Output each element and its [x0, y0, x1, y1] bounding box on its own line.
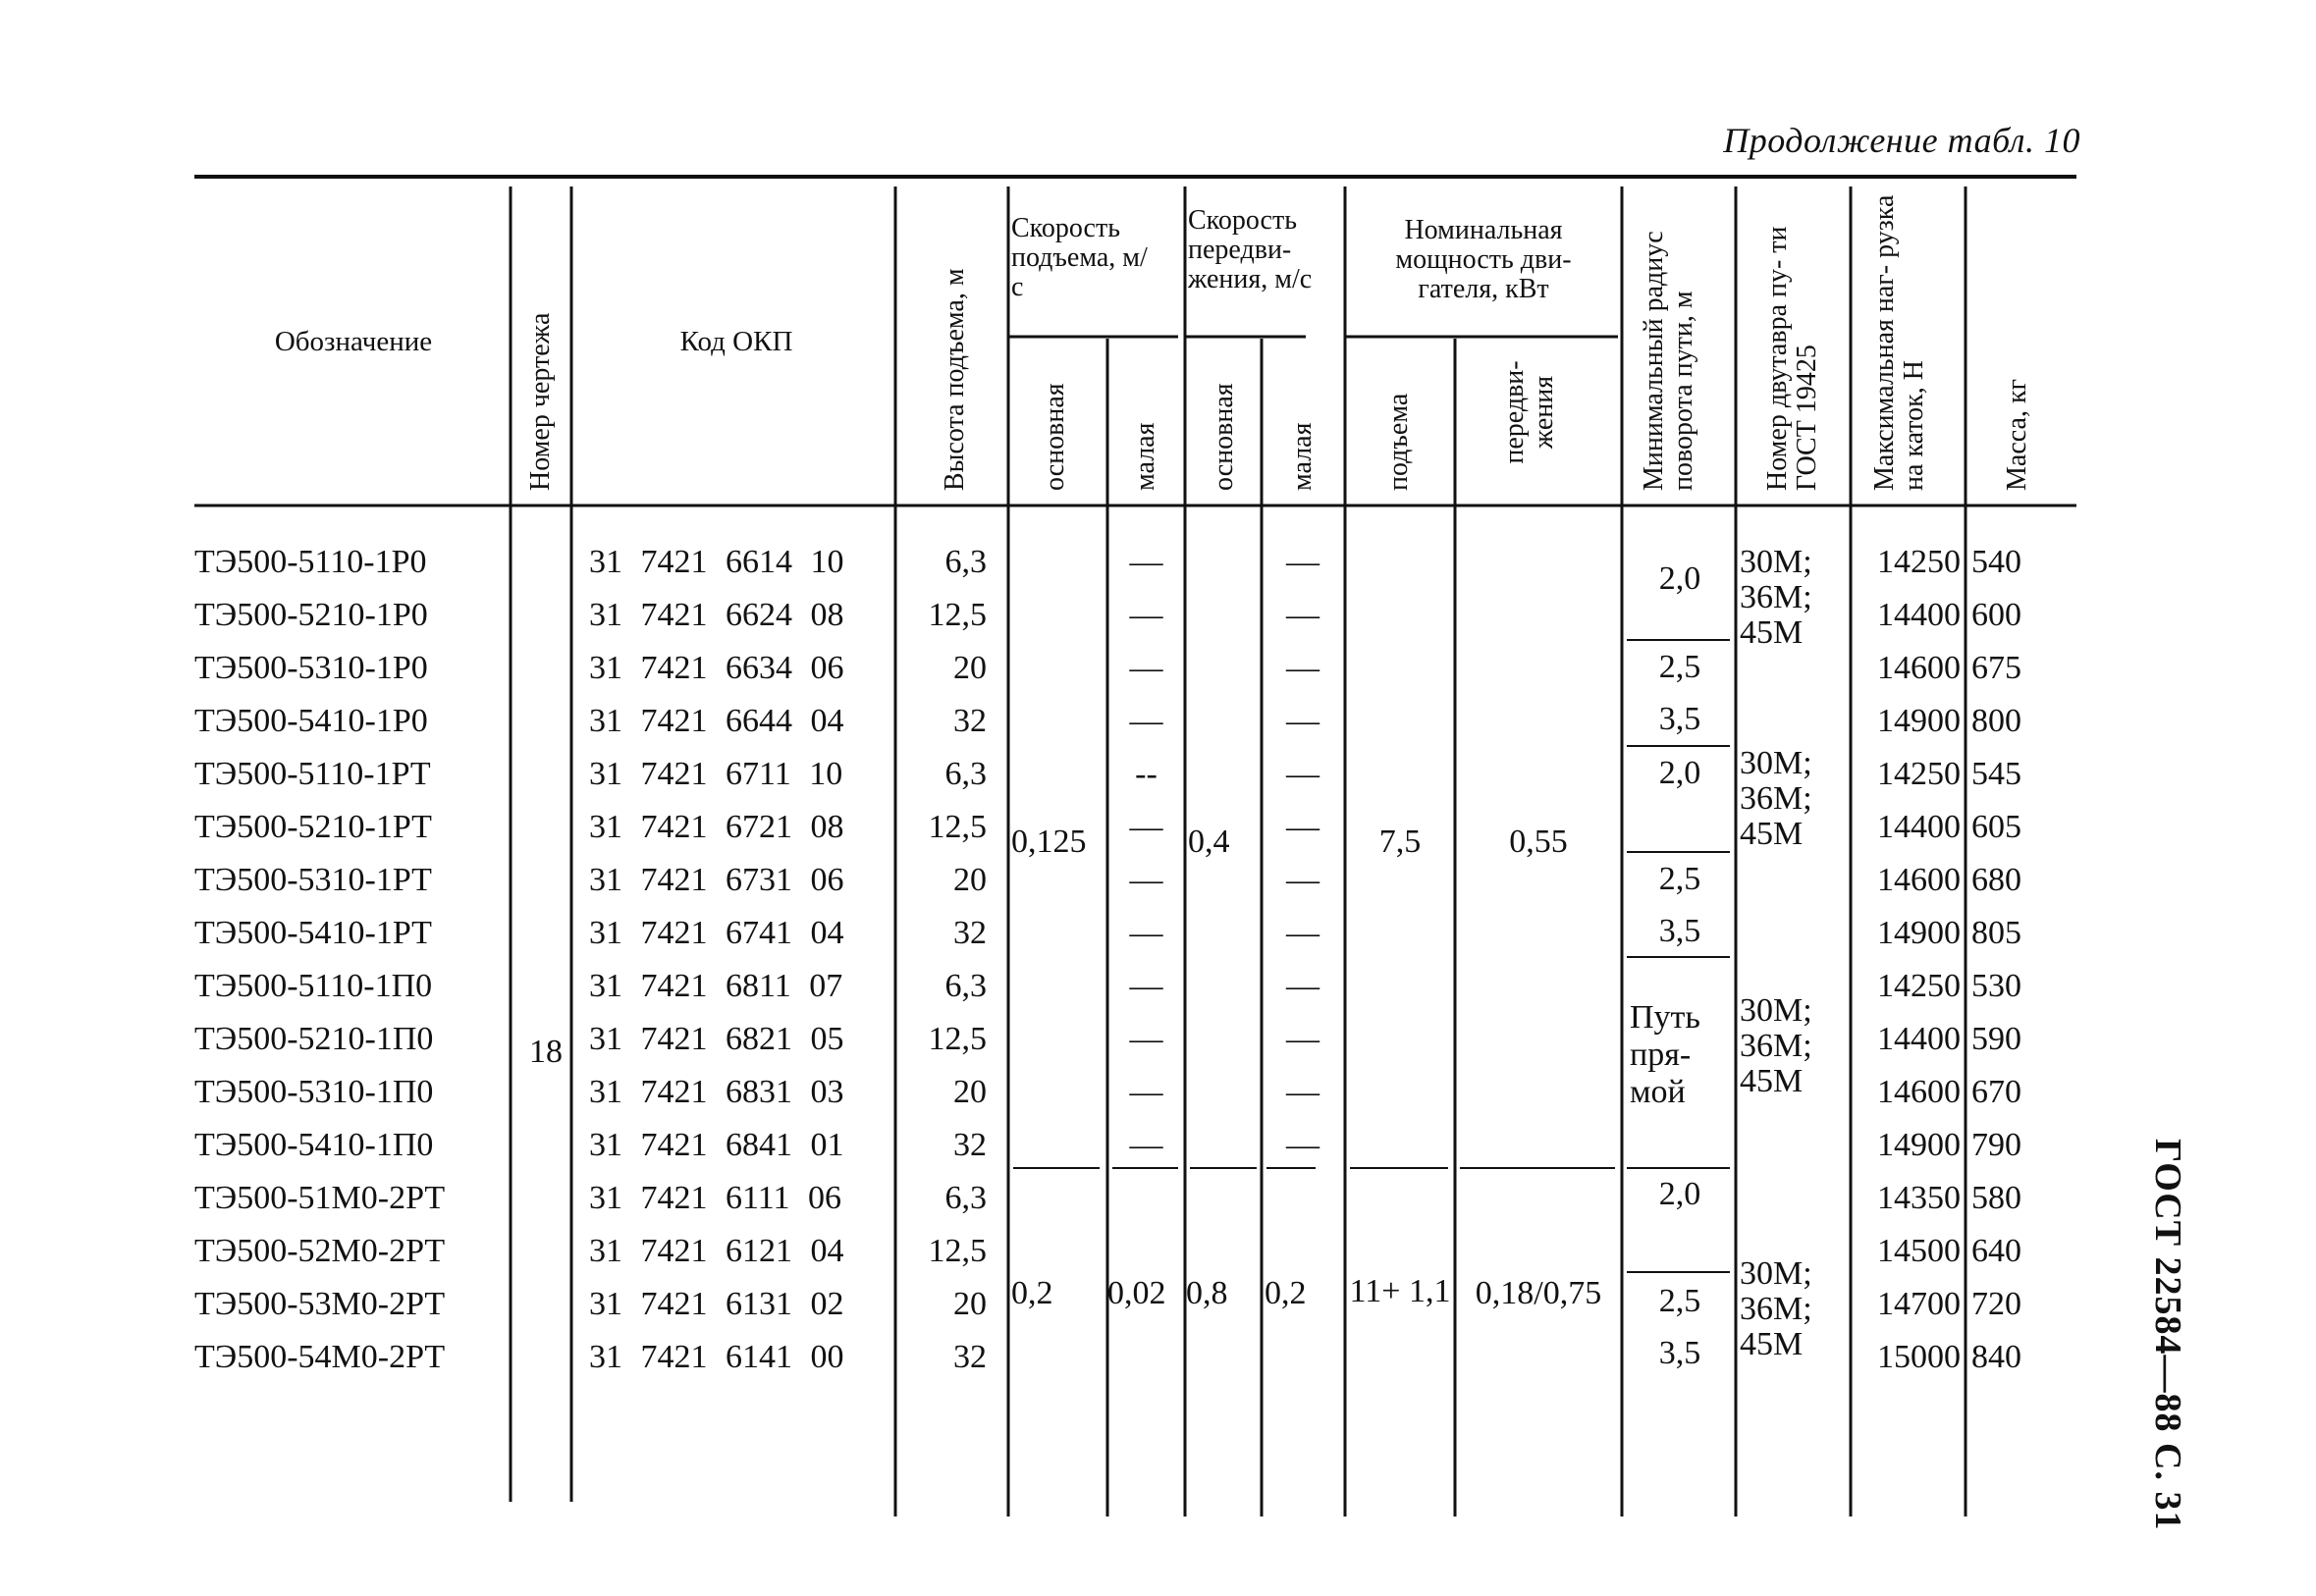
row-max-load: 14600	[1877, 862, 1961, 898]
header-travel-speed-low: малая	[1287, 422, 1318, 491]
header-power-lift: подъема	[1383, 393, 1414, 491]
row-lift-speed-low: —	[1129, 862, 1163, 898]
row-lift-height: 12,5	[928, 809, 987, 845]
side-label: ГОСТ 22584—88 С. 31	[2147, 1139, 2188, 1531]
row-designation: ТЭ500-5310-1П0	[194, 1074, 434, 1110]
row-mass: 670	[1971, 1074, 2021, 1110]
row-lift-height: 6,3	[944, 1180, 987, 1216]
g2-travel-low: 0,2	[1265, 1275, 1307, 1311]
row-lift-speed-low: —	[1129, 1021, 1163, 1057]
row-max-load: 14250	[1877, 756, 1961, 792]
row-travel-speed-low: —	[1286, 968, 1320, 1004]
header-mass: Масса, кг	[2002, 378, 2032, 491]
header-ibeam: Номер двутавра пу- ти ГОСТ 19425	[1762, 226, 1822, 491]
side-label-box	[2147, 1139, 2248, 1531]
row-mass: 530	[1971, 968, 2021, 1004]
row-travel-speed-low: —	[1286, 1021, 1320, 1057]
row-designation: ТЭ500-5210-1П0	[194, 1021, 434, 1057]
header-lift-height: Высота подъема, м	[940, 268, 970, 491]
row-max-load: 15000	[1877, 1339, 1961, 1375]
row-mass: 590	[1971, 1021, 2021, 1057]
row-lift-height: 12,5	[928, 1021, 987, 1057]
row-mass: 790	[1971, 1127, 2021, 1163]
row-designation: ТЭ500-53М0-2РТ	[194, 1286, 446, 1322]
row-max-load: 14400	[1877, 809, 1961, 845]
row-lift-height: 12,5	[928, 597, 987, 633]
row-okp-code: 31 7421 6111 06	[589, 1180, 841, 1216]
row-lift-speed-low: —	[1129, 809, 1163, 845]
row-max-load: 14900	[1877, 703, 1961, 739]
row-okp-code: 31 7421 6614 10	[589, 544, 844, 580]
row-lift-speed-low: —	[1129, 544, 1163, 580]
row-mass: 805	[1971, 915, 2021, 951]
g1-lift-main: 0,125	[1011, 824, 1087, 860]
row-okp-code: 31 7421 6121 04	[589, 1233, 844, 1269]
header-power: Номинальная мощность дви- гателя, кВт	[1395, 215, 1572, 304]
row-travel-speed-low: —	[1286, 1127, 1320, 1163]
radius-1: 2,0	[1658, 560, 1701, 597]
row-max-load: 14400	[1877, 1021, 1961, 1057]
row-mass: 675	[1971, 650, 2021, 686]
row-designation: ТЭ500-5310-1РТ	[194, 862, 432, 898]
header-okp-code: Код ОКП	[679, 326, 793, 357]
row-max-load: 14250	[1877, 544, 1961, 580]
row-okp-code: 31 7421 6141 00	[589, 1339, 844, 1375]
row-lift-speed-low: --	[1135, 756, 1158, 792]
row-okp-code: 31 7421 6131 02	[589, 1286, 844, 1322]
row-travel-speed-low: —	[1286, 597, 1320, 633]
row-designation: ТЭ500-5410-1РТ	[194, 915, 432, 951]
row-lift-height: 20	[953, 1286, 987, 1322]
row-designation: ТЭ500-5110-1Р0	[194, 544, 427, 580]
row-designation: ТЭ500-5410-1Р0	[194, 703, 428, 739]
ibeam-3: 30М; 36М; 45М	[1740, 992, 1812, 1099]
header-lift-speed-main: основная	[1040, 383, 1070, 491]
row-mass: 840	[1971, 1339, 2021, 1375]
row-max-load: 14500	[1877, 1233, 1961, 1269]
row-mass: 545	[1971, 756, 2021, 792]
g2-lift-low: 0,02	[1107, 1275, 1166, 1311]
row-travel-speed-low: —	[1286, 809, 1320, 845]
row-designation: ТЭ500-5110-1РТ	[194, 756, 431, 792]
row-lift-speed-low: —	[1129, 597, 1163, 633]
radius-3: 3,5	[1658, 701, 1701, 737]
row-max-load: 14600	[1877, 650, 1961, 686]
row-mass: 800	[1971, 703, 2021, 739]
g2-travel-main: 0,8	[1186, 1275, 1228, 1311]
row-designation: ТЭ500-54М0-2РТ	[194, 1339, 446, 1375]
row-travel-speed-low: —	[1286, 862, 1320, 898]
row-travel-speed-low: —	[1286, 650, 1320, 686]
row-max-load: 14700	[1877, 1286, 1961, 1322]
header-power-travel: передви- жения	[1499, 360, 1559, 464]
row-mass: 605	[1971, 809, 2021, 845]
row-travel-speed-low: —	[1286, 1074, 1320, 1110]
g1-travel-main: 0,4	[1188, 824, 1230, 860]
radius-5: 2,5	[1658, 861, 1701, 897]
radius-2: 2,5	[1658, 649, 1701, 685]
g2-power-travel: 0,18/0,75	[1475, 1275, 1602, 1311]
row-max-load: 14900	[1877, 915, 1961, 951]
row-lift-height: 32	[953, 915, 987, 951]
row-mass: 580	[1971, 1180, 2021, 1216]
row-okp-code: 31 7421 6634 06	[589, 650, 844, 686]
header-min-radius: Минимальный радиус поворота пути, м	[1639, 231, 1698, 491]
header-max-load: Максимальная наг- рузка на каток, Н	[1869, 194, 1929, 491]
row-max-load: 14250	[1877, 968, 1961, 1004]
row-designation: ТЭ500-5210-1Р0	[194, 597, 428, 633]
row-lift-speed-low: —	[1129, 1074, 1163, 1110]
row-okp-code: 31 7421 6841 01	[589, 1127, 844, 1163]
g1-power-travel: 0,55	[1509, 824, 1568, 860]
g1-power-lift: 7,5	[1378, 824, 1422, 860]
row-lift-height: 6,3	[944, 544, 987, 580]
row-mass: 720	[1971, 1286, 2021, 1322]
row-lift-speed-low: —	[1129, 1127, 1163, 1163]
row-okp-code: 31 7421 6711 10	[589, 756, 843, 792]
row-travel-speed-low: —	[1286, 756, 1320, 792]
row-okp-code: 31 7421 6731 06	[589, 862, 844, 898]
radius-10: 3,5	[1658, 1335, 1701, 1371]
radius-9: 2,5	[1658, 1283, 1701, 1319]
radius-7: Путь пря- мой	[1630, 999, 1700, 1110]
row-okp-code: 31 7421 6644 04	[589, 703, 844, 739]
row-lift-height: 32	[953, 1339, 987, 1375]
ibeam-2: 30М; 36М; 45М	[1740, 745, 1812, 852]
row-lift-height: 20	[953, 862, 987, 898]
row-lift-speed-low: —	[1129, 915, 1163, 951]
row-okp-code: 31 7421 6721 08	[589, 809, 844, 845]
radius-4: 2,0	[1658, 755, 1701, 791]
row-max-load: 14350	[1877, 1180, 1961, 1216]
g2-lift-main: 0,2	[1011, 1275, 1053, 1311]
row-designation: ТЭ500-52М0-2РТ	[194, 1233, 446, 1269]
row-designation: ТЭ500-5110-1П0	[194, 968, 433, 1004]
row-lift-height: 20	[953, 1074, 987, 1110]
row-lift-height: 6,3	[944, 756, 987, 792]
drawing-no-value: 18	[529, 1034, 563, 1070]
row-lift-height: 32	[953, 1127, 987, 1163]
row-okp-code: 31 7421 6624 08	[589, 597, 844, 633]
g2-power-lift: 11+ 1,1	[1349, 1273, 1451, 1309]
row-okp-code: 31 7421 6831 03	[589, 1074, 844, 1110]
header-designation: Обозначение	[274, 326, 433, 357]
row-max-load: 14900	[1877, 1127, 1961, 1163]
row-okp-code: 31 7421 6741 04	[589, 915, 844, 951]
row-mass: 540	[1971, 544, 2021, 580]
row-lift-height: 20	[953, 650, 987, 686]
row-mass: 640	[1971, 1233, 2021, 1269]
row-max-load: 14600	[1877, 1074, 1961, 1110]
row-travel-speed-low: —	[1286, 703, 1320, 739]
table-caption: Продолжение табл. 10	[1723, 121, 2080, 160]
row-lift-speed-low: —	[1129, 968, 1163, 1004]
row-max-load: 14400	[1877, 597, 1961, 633]
header-drawing-no: Номер чертежа	[525, 312, 556, 491]
header-travel-speed: Скорость передви- жения, м/с	[1188, 205, 1313, 294]
radius-6: 3,5	[1658, 913, 1701, 949]
row-mass: 600	[1971, 597, 2021, 633]
row-designation: ТЭ500-51М0-2РТ	[194, 1180, 446, 1216]
row-okp-code: 31 7421 6811 07	[589, 968, 843, 1004]
row-mass: 680	[1971, 862, 2021, 898]
row-lift-height: 32	[953, 703, 987, 739]
row-okp-code: 31 7421 6821 05	[589, 1021, 844, 1057]
row-lift-speed-low: —	[1129, 703, 1163, 739]
row-lift-height: 6,3	[944, 968, 987, 1004]
row-travel-speed-low: —	[1286, 915, 1320, 951]
row-lift-speed-low: —	[1129, 650, 1163, 686]
header-travel-speed-main: основная	[1209, 383, 1239, 491]
header-lift-speed: Скорость подъема, м/с	[1011, 213, 1148, 302]
row-lift-height: 12,5	[928, 1233, 987, 1269]
ibeam-4: 30М; 36М; 45М	[1740, 1255, 1812, 1362]
row-designation: ТЭ500-5410-1П0	[194, 1127, 434, 1163]
header-lift-speed-low: малая	[1130, 422, 1160, 491]
radius-8: 2,0	[1658, 1176, 1701, 1212]
row-designation: ТЭ500-5210-1РТ	[194, 809, 432, 845]
ibeam-1: 30М; 36М; 45М	[1740, 544, 1812, 651]
row-designation: ТЭ500-5310-1Р0	[194, 650, 428, 686]
row-travel-speed-low: —	[1286, 544, 1320, 580]
